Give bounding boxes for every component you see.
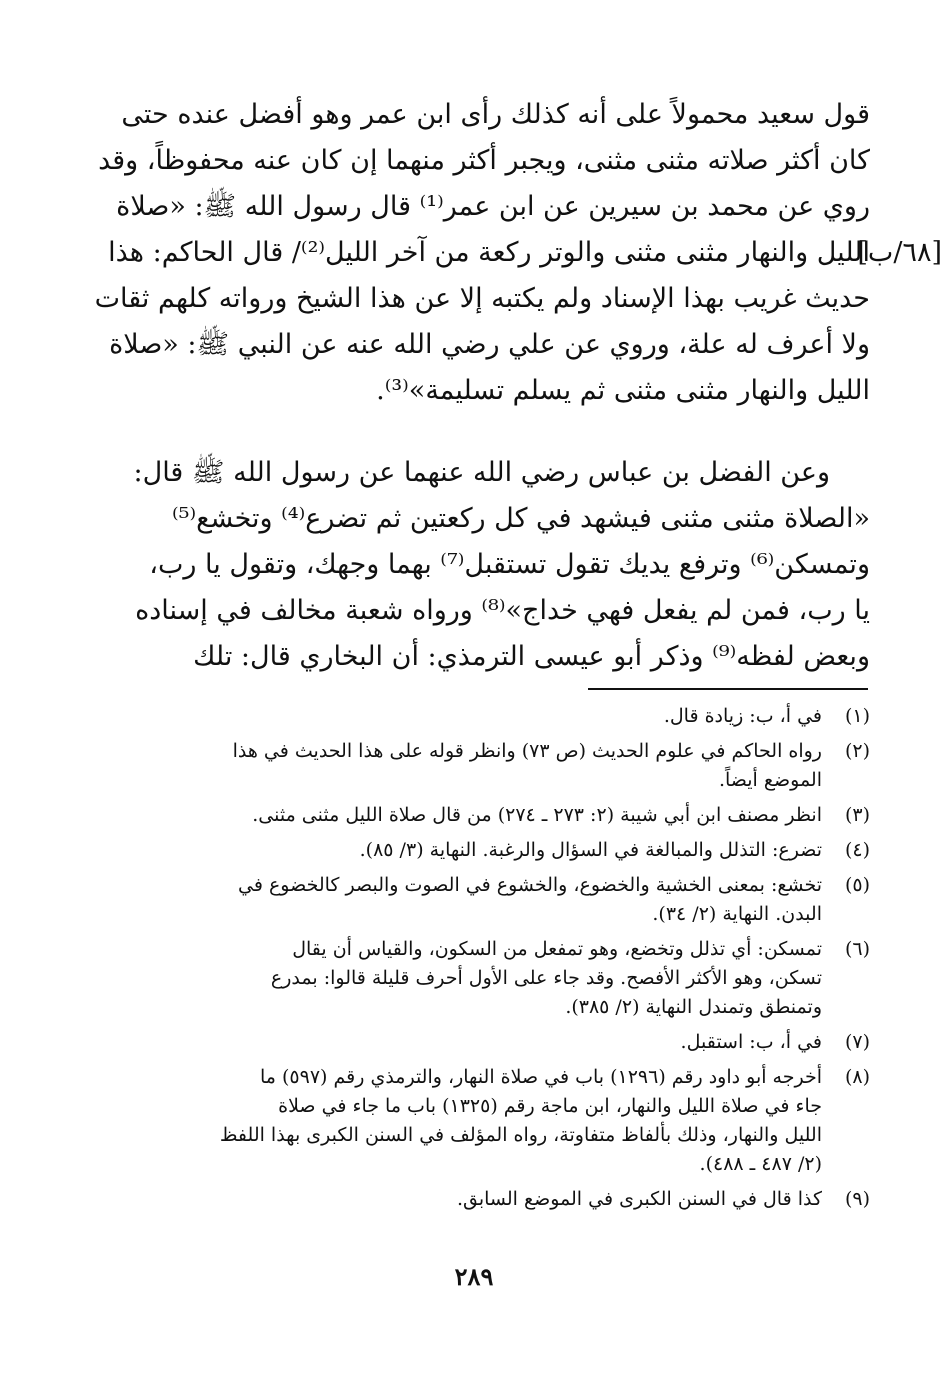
footnote-1 xyxy=(80,702,870,731)
text-line xyxy=(78,230,942,276)
footnote-text: في أ، ب: زيادة قال. xyxy=(663,705,822,727)
footnote-text: في أ، ب: استقبل. xyxy=(680,1031,822,1053)
text-line: وبعض لفظه⁽⁹⁾ وذكر أبو عيسى الترمذي: أن البخاري قال: تلك xyxy=(193,641,870,672)
footnote-6 xyxy=(80,935,870,1022)
footnote-3 xyxy=(80,801,870,830)
text-line: روي عن محمد بن سيرين عن ابن عمر⁽¹⁾ قال رسول الله ﷺ: «صلاة xyxy=(116,191,870,222)
footnote-text: الموضع أيضاً. xyxy=(718,769,822,791)
footnote-7 xyxy=(80,1028,870,1057)
footnote-number: (٣) xyxy=(844,804,870,826)
text-line: الليل والنهار مثنى مثنى ثم يسلم تسليمة»⁽³⁾. xyxy=(376,375,870,406)
footnote-text: أخرجه أبو داود رقم (١٢٩٦) باب في صلاة النهار، والترمذي رقم (٥٩٧) ما xyxy=(260,1066,822,1088)
text-line-content: الليل والنهار مثنى مثنى والوتر ركعة من آخر الليل⁽²⁾/ قال الحاكم: هذا xyxy=(108,237,870,268)
paragraph-gap xyxy=(78,414,870,450)
footnote-text: رواه الحاكم في علوم الحديث (ص ٧٣) وانظر قوله على هذا الحديث في هذا xyxy=(232,740,822,762)
footnote-number: (٨) xyxy=(844,1066,870,1088)
footnote-text: الليل والنهار، وذلك بألفاظ متفاوتة، رواه المؤلف في السنن الكبرى بهذا اللفظ xyxy=(219,1124,822,1146)
footnote-text: (٢/ ٤٨٧ ـ ٤٨٨). xyxy=(699,1153,822,1175)
footnote-text: البدن. النهاية (٢/ ٣٤). xyxy=(652,903,822,925)
footnote-text: تخشع: بمعنى الخشية والخضوع، والخشوع في الصوت والبصر كالخضوع في xyxy=(238,874,822,896)
text-line: كان أكثر صلاته مثنى مثنى، ويجبر أكثر منهما إن كان عنه محفوظاً، وقد xyxy=(98,145,870,176)
text-line: ولا أعرف له علة، وروي عن علي رضي الله عنه عن النبي ﷺ: «صلاة xyxy=(109,329,870,360)
text-line: وتمسكن⁽⁶⁾ وترفع يديك تقول تستقبل⁽⁷⁾ بهما وجهك، وتقول يا رب، xyxy=(149,549,870,580)
footnote-4 xyxy=(80,836,870,865)
footnote-number: (٤) xyxy=(844,839,870,861)
footnote-separator xyxy=(588,688,868,690)
footnote-text: تمسكن: أي تذلل وتخضع، وهو تمفعل من السكون، والقياس أن يقال xyxy=(292,938,822,960)
paragraph-2 xyxy=(78,450,870,680)
page-number: ٢٨٩ xyxy=(454,1262,494,1291)
text-line: «الصلاة مثنى مثنى فيشهد في كل ركعتين ثم تضرع⁽⁴⁾ وتخشع⁽⁵⁾ xyxy=(172,503,870,534)
footnote-number: (٧) xyxy=(844,1031,870,1053)
text-line: يا رب، فمن لم يفعل فهي خداج»⁽⁸⁾ ورواه شعبة مخالف في إسناده xyxy=(135,595,870,626)
footnote-number: (٢) xyxy=(844,740,870,762)
footnote-text: جاء في صلاة الليل والنهار، ابن ماجة رقم (١٣٢٥) باب ما جاء في صلاة xyxy=(278,1095,822,1117)
footnote-9 xyxy=(80,1185,870,1214)
manuscript-folio-reference: [٦٨/ب] xyxy=(857,237,942,268)
footnote-8 xyxy=(80,1063,870,1179)
footnote-text: تضرع: التذلل والمبالغة في السؤال والرغبة. النهاية (٣/ ٨٥). xyxy=(359,839,822,861)
footnotes xyxy=(80,702,870,1220)
footnote-text: كذا قال في السنن الكبرى في الموضع السابق. xyxy=(456,1188,822,1210)
footnote-text: وتمنطق وتمندل النهاية (٢/ ٣٨٥). xyxy=(565,996,822,1018)
footnote-2 xyxy=(80,737,870,795)
footnote-text: تسكن، وهو الأكثر الأفصح. وقد جاء على الأول أحرف قليلة قالوا: بمدرع xyxy=(270,967,822,989)
footnote-text: انظر مصنف ابن أبي شيبة (٢: ٢٧٣ ـ ٢٧٤) من قال صلاة الليل مثنى مثنى. xyxy=(252,804,822,826)
text-line: وعن الفضل بن عباس رضي الله عنهما عن رسول الله ﷺ قال: xyxy=(133,457,830,488)
footnote-number: (١) xyxy=(844,705,870,727)
footnote-5 xyxy=(80,871,870,929)
text-line: قول سعيد محمولاً على أنه كذلك رأى ابن عمر وهو أفضل عنده حتى xyxy=(121,99,870,130)
footnote-number: (٦) xyxy=(844,938,870,960)
footnote-number: (٩) xyxy=(844,1188,870,1210)
paragraph-1 xyxy=(78,92,942,414)
text-line: حديث غريب بهذا الإسناد ولم يكتبه إلا عن هذا الشيخ ورواته كلهم ثقات xyxy=(94,283,870,314)
main-text xyxy=(78,92,942,680)
footnote-number: (٥) xyxy=(844,874,870,896)
